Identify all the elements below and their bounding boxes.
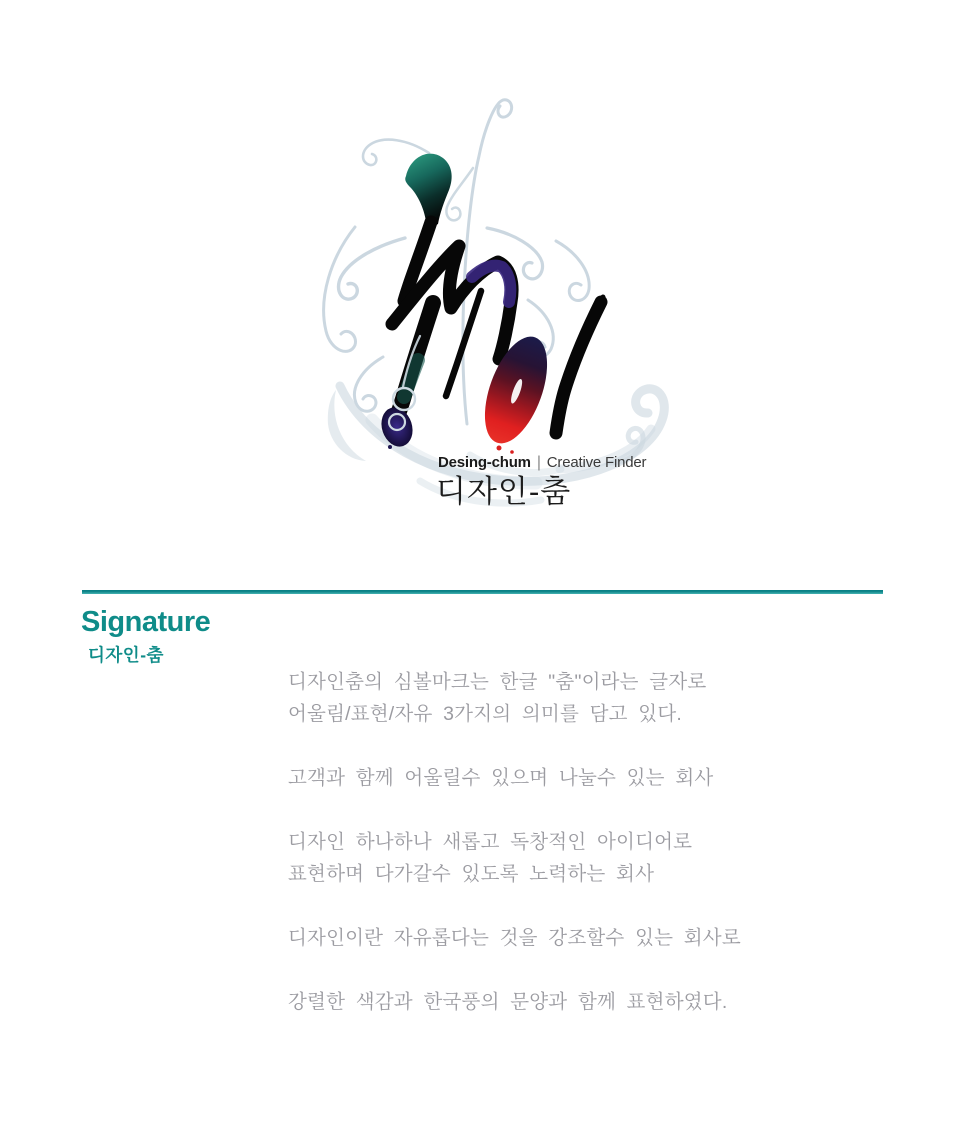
description-line: 디자인춤의 심볼마크는 한글 "춤"이라는 글자로 <box>288 671 707 693</box>
description-line: 강렬한 색감과 한국풍의 문양과 함께 표현하였다. <box>288 991 728 1013</box>
description-line: 디자인이란 자유롭다는 것을 강조할수 있는 회사로 <box>288 927 741 949</box>
logo-wordmark-kr: 디자인-춤 <box>436 474 572 510</box>
section-title: Signature <box>81 606 211 638</box>
indigo-tip <box>377 403 418 450</box>
description-block <box>288 666 848 1018</box>
description-paragraph <box>288 986 848 1018</box>
description-paragraph <box>288 826 848 890</box>
description-line: 표현하며 다가갈수 있도록 노력하는 회사 <box>288 863 655 885</box>
description-paragraph <box>288 922 848 954</box>
section-subtitle: 디자인-춤 <box>88 645 164 665</box>
brand-tagline-en: Creative Finder <box>546 454 647 471</box>
section-divider-line <box>82 590 883 594</box>
wordmark-separator: | <box>536 454 541 471</box>
description-paragraph <box>288 762 848 794</box>
brand-name-en: Desing-chum <box>438 454 531 471</box>
description-line: 어울림/표현/자유 3가지의 의미를 담고 있다. <box>288 703 682 725</box>
description-line: 디자인 하나하나 새롭고 독창적인 아이디어로 <box>288 831 693 853</box>
description-line: 고객과 함께 어울릴수 있으며 나눌수 있는 회사 <box>288 767 714 789</box>
description-paragraph <box>288 666 848 730</box>
flourish-ornaments <box>324 100 665 503</box>
